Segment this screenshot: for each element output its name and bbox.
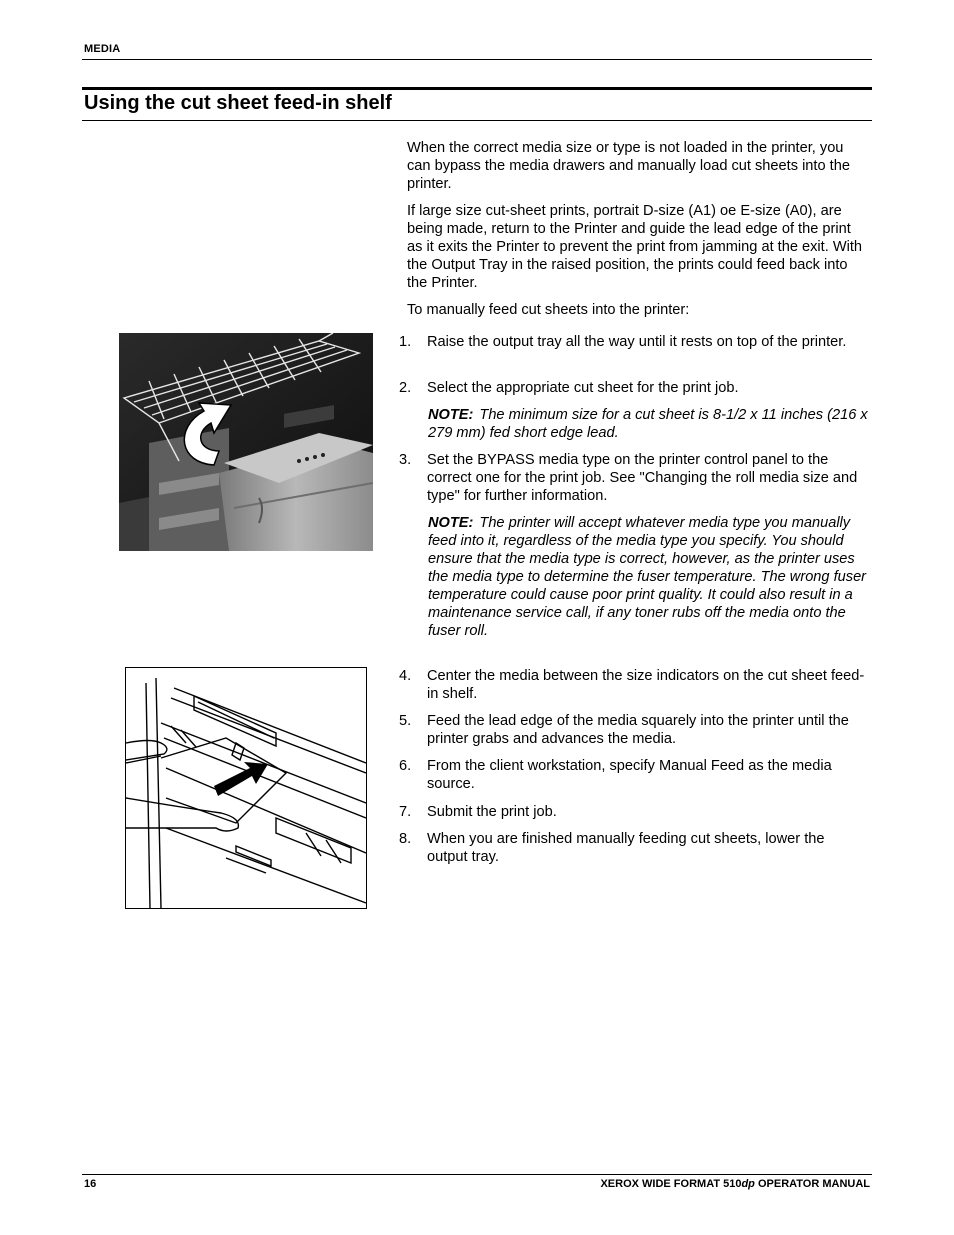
page-number: 16 bbox=[84, 1178, 97, 1190]
step-text: Feed the lead edge of the media squarely into the printer until the printer grabs and advances the media. bbox=[427, 713, 849, 747]
note-label: NOTE: bbox=[428, 515, 474, 531]
title-rule-bottom bbox=[82, 120, 872, 121]
step-text: From the client workstation, specify Manual Feed as the media source. bbox=[427, 758, 832, 792]
note-label: NOTE: bbox=[428, 407, 474, 423]
manual-title bbox=[600, 1178, 870, 1190]
step-text: Set the BYPASS media type on the printer control panel to the correct one for the print job. See "Changing the roll media size and type" for further information. bbox=[427, 452, 858, 504]
manual-title-suffix: OPERATOR MANUAL bbox=[754, 1178, 870, 1190]
intro-paragraph-1: When the correct media size or type is not loaded in the printer, you can bypass the media drawers and manually load cut sheets into the printer. bbox=[407, 140, 850, 192]
step-number: 5. bbox=[399, 713, 412, 729]
intro-paragraph-2: If large size cut-sheet prints, portrait D-size (A1) oe E-size (A0), are being made, return to the Printer and guide the lead edge of the print as it exits the Printer to prevent the print from jamming at the exit. With the Output Tray in the raised position, the prints could feed back into the Printer. bbox=[407, 203, 863, 291]
step-number: 2. bbox=[399, 380, 412, 396]
step-number: 7. bbox=[399, 804, 412, 820]
note-1 bbox=[428, 406, 868, 442]
step-text: Center the media between the size indicators on the cut sheet feed-in shelf. bbox=[427, 668, 865, 702]
note-2 bbox=[428, 514, 868, 640]
note-text: The printer will accept whatever media type you manually feed into it, regardless of the media type you specify. You should ensure that the media type is correct, however, as the printer uses the media type to determine the fuser temperature. The wrong fuser temperature could cause poor print quality. It could also result in a maintenance service call, if any toner rubs off the media onto the fuser roll. bbox=[428, 515, 867, 639]
printer-raised-output-tray-photo bbox=[119, 333, 373, 551]
manual-feed-shelf-drawing bbox=[125, 667, 367, 909]
running-header: MEDIA bbox=[84, 43, 121, 55]
manual-title-prefix: XEROX WIDE FORMAT 510 bbox=[600, 1178, 742, 1190]
page-title: Using the cut sheet feed-in shelf bbox=[84, 92, 392, 114]
note-text: The minimum size for a cut sheet is 8-1/2 x 11 inches (216 x 279 mm) fed short edge lead. bbox=[428, 407, 868, 441]
step-text: Raise the output tray all the way until it rests on top of the printer. bbox=[427, 334, 847, 350]
footer-rule bbox=[82, 1174, 872, 1175]
step-number: 8. bbox=[399, 831, 412, 847]
step-text: When you are finished manually feeding cut sheets, lower the output tray. bbox=[427, 831, 825, 865]
intro-paragraph-3: To manually feed cut sheets into the printer: bbox=[407, 302, 690, 318]
step-text: Submit the print job. bbox=[427, 804, 557, 820]
step-number: 3. bbox=[399, 452, 412, 468]
step-number: 4. bbox=[399, 668, 412, 684]
step-text: Select the appropriate cut sheet for the print job. bbox=[427, 380, 739, 396]
step-number: 6. bbox=[399, 758, 412, 774]
header-rule bbox=[82, 59, 872, 60]
title-rule-top bbox=[82, 87, 872, 90]
manual-title-model: dp bbox=[741, 1178, 755, 1190]
step-number: 1. bbox=[399, 334, 412, 350]
